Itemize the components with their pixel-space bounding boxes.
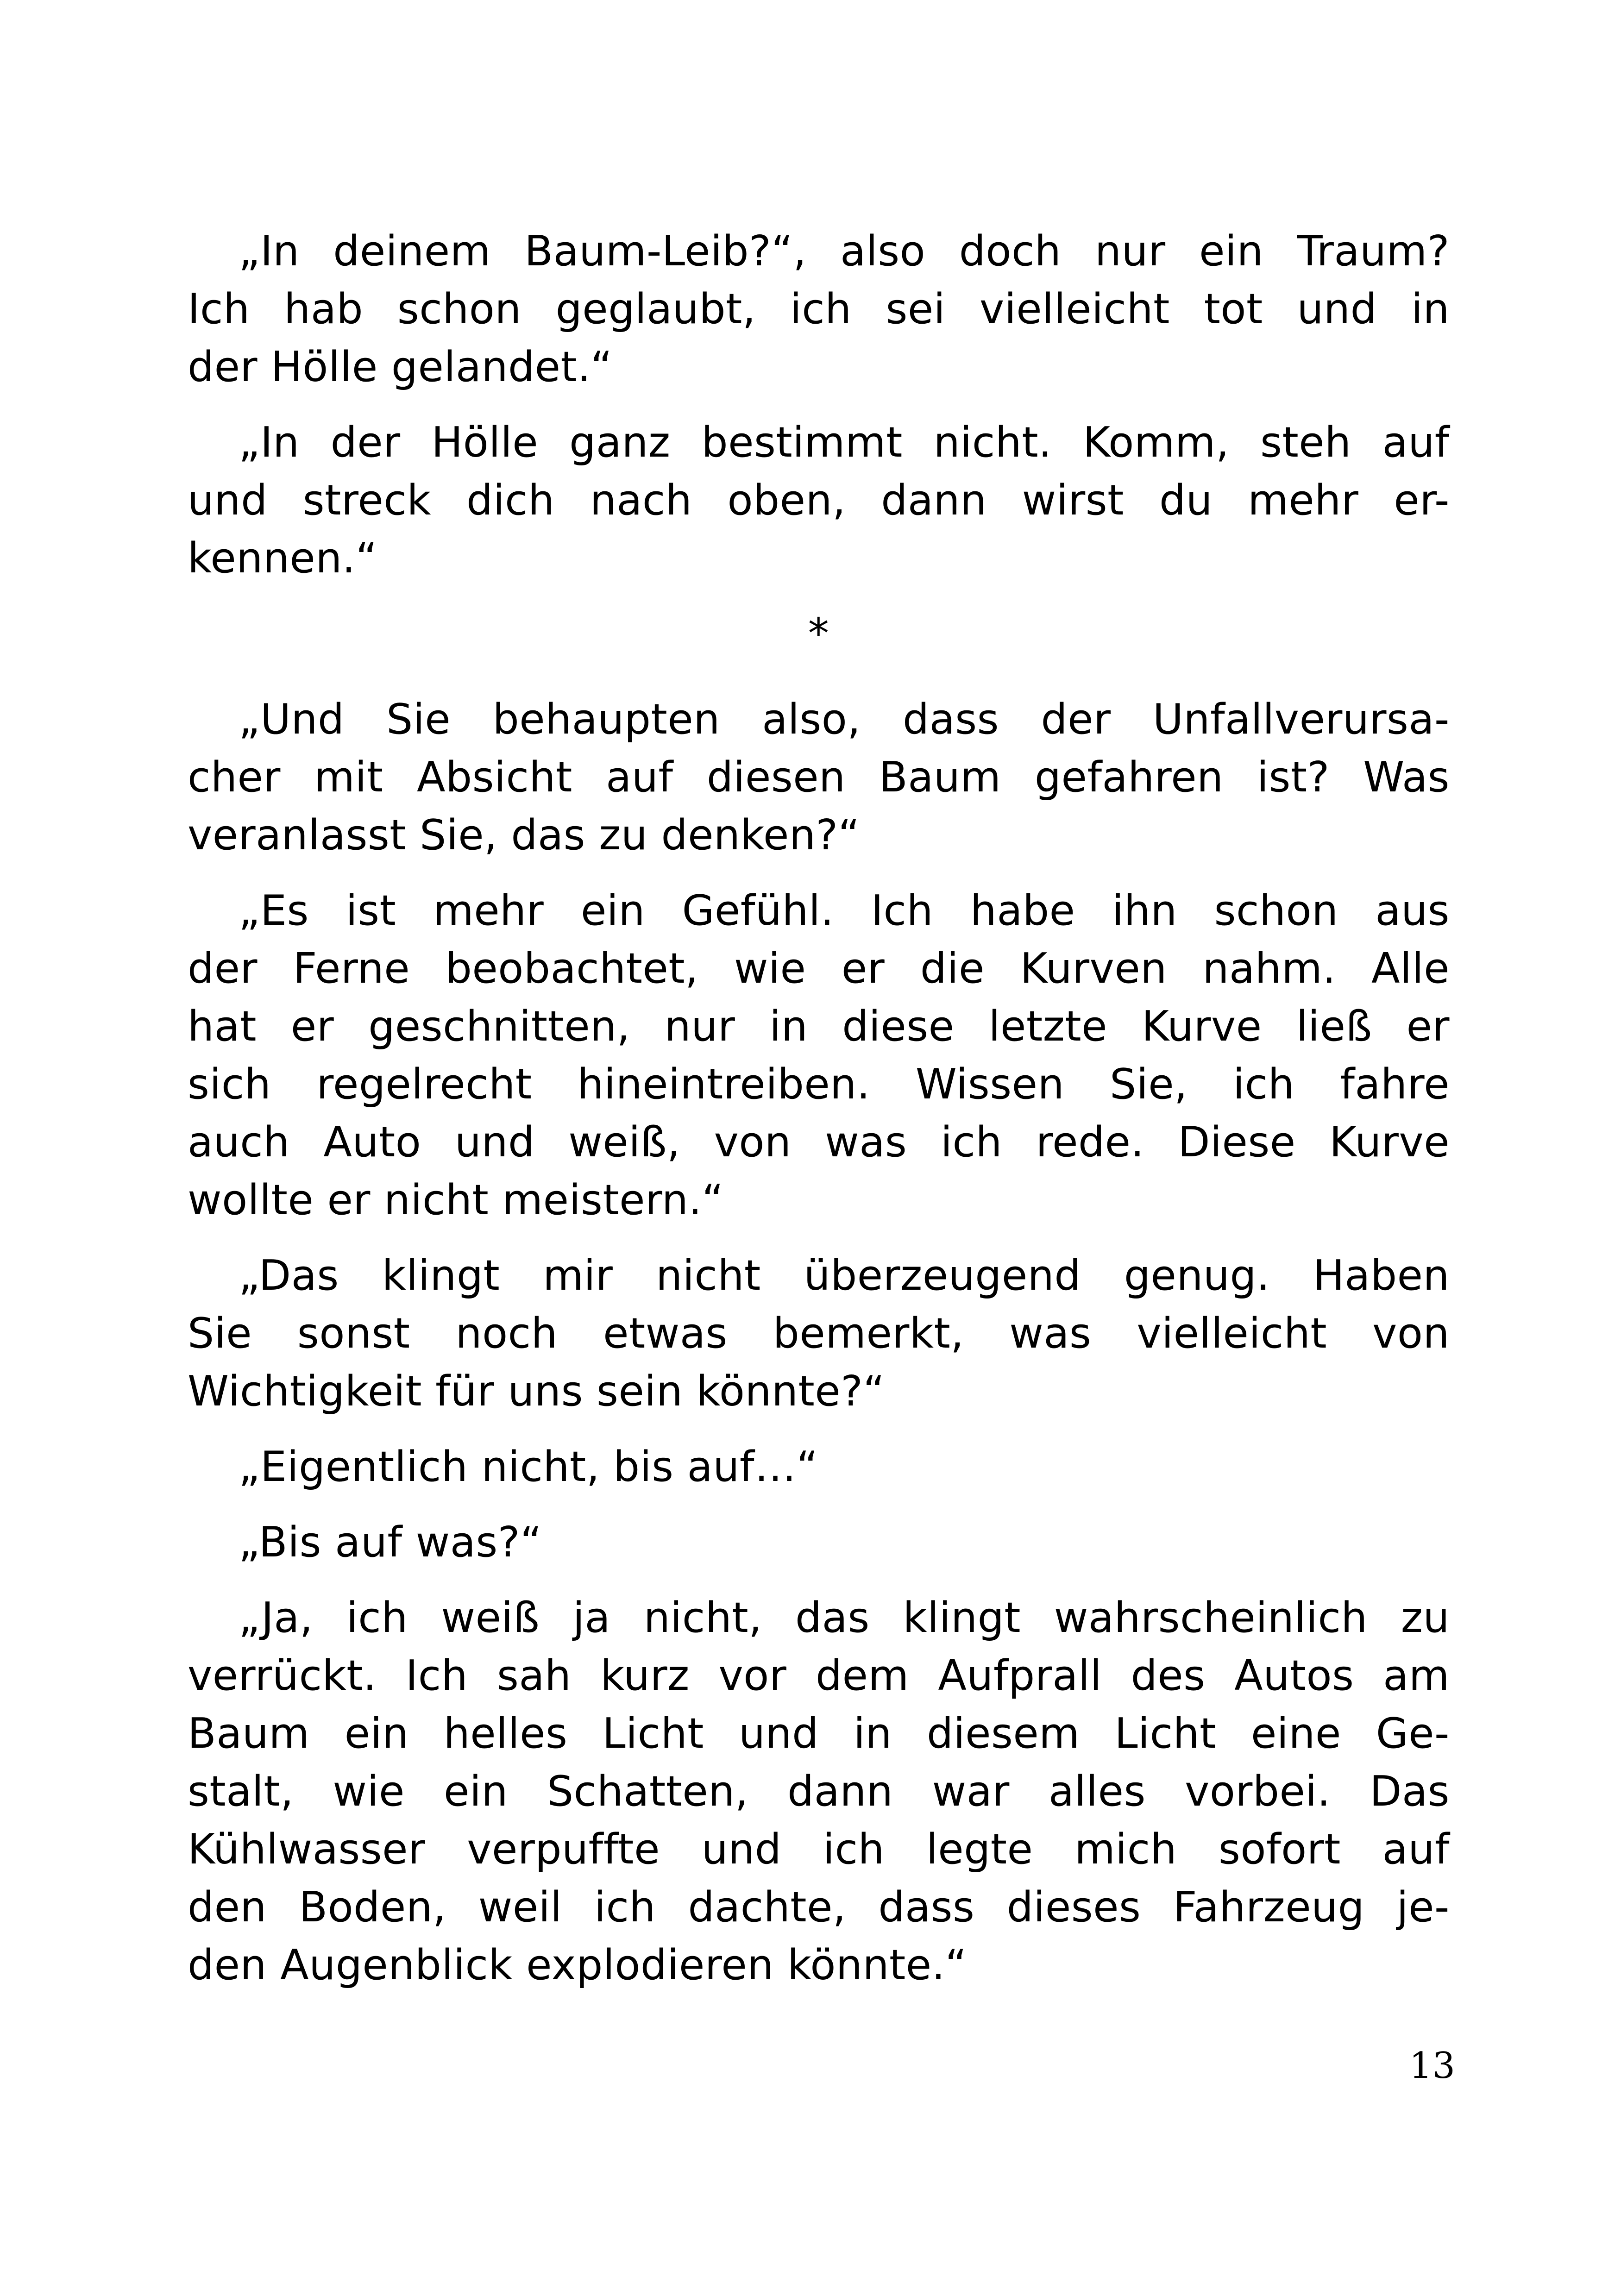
paragraph [188,1589,1450,1994]
text-line: „In der Hölle ganz bestimmt nicht. Komm, steh auf [239,418,1450,467]
text-line: cher mit Absicht auf diesen Baum gefahren ist? Was [188,753,1450,802]
text-line: „Ja, ich weiß ja nicht, das klingt wahrscheinlich zu [239,1593,1450,1642]
paragraph [188,222,1450,396]
text-line: verrückt. Ich sah kurz vor dem Aufprall des Autos am [188,1651,1450,1700]
text-line: Kühlwasser verpuffte und ich legte mich sofort auf [188,1825,1450,1874]
text-line: „Eigentlich nicht, bis auf…“ [239,1443,818,1491]
text-line: den Boden, weil ich dachte, dass dieses Fahrzeug je- [188,1883,1450,1932]
text-line: den Augenblick explodieren könnte.“ [188,1941,967,1989]
text-line: „Und Sie behaupten also, dass der Unfallverursa- [239,695,1450,744]
page-number: 13 [1409,2045,1455,2087]
paragraph [188,414,1450,587]
text-line: der Hölle gelandet.“ [188,343,613,391]
paragraph [188,1513,1450,1571]
paragraph [188,882,1450,1229]
text-line: Baum ein helles Licht und in diesem Licht eine Ge- [188,1709,1450,1758]
text-line: wollte er nicht meistern.“ [188,1176,724,1224]
paragraph [188,690,1450,864]
text-line: kennen.“ [188,534,378,583]
paragraph [188,1438,1450,1496]
text-line: „Bis auf was?“ [239,1518,542,1567]
text-line: der Ferne beobachtet, wie er die Kurven nahm. Alle [188,944,1450,993]
paragraph [188,1247,1450,1420]
text-line: „In deinem Baum-Leib?“, also doch nur ein Traum? [239,227,1450,276]
text-line: stalt, wie ein Schatten, dann war alles vorbei. Das [188,1767,1450,1816]
text-line: Ich hab schon geglaubt, ich sei vielleicht tot und in [188,285,1450,333]
text-line: hat er geschnitten, nur in diese letzte Kurve ließ er [188,1002,1450,1051]
text-block [188,222,1450,2012]
text-line: veranlasst Sie, das zu denken?“ [188,811,860,859]
text-line: auch Auto und weiß, von was ich rede. Diese Kurve [188,1118,1450,1167]
text-line: Sie sonst noch etwas bemerkt, was vielleicht von [188,1309,1450,1358]
text-line: Wichtigkeit für uns sein könnte?“ [188,1367,885,1416]
section-separator: * [808,609,829,658]
text-line: und streck dich nach oben, dann wirst du mehr er- [188,476,1450,525]
text-line: sich regelrecht hineintreiben. Wissen Sie, ich fahre [188,1060,1450,1109]
text-line: „Es ist mehr ein Gefühl. Ich habe ihn schon aus [239,886,1450,935]
text-line: „Das klingt mir nicht überzeugend genug. Haben [239,1251,1450,1300]
